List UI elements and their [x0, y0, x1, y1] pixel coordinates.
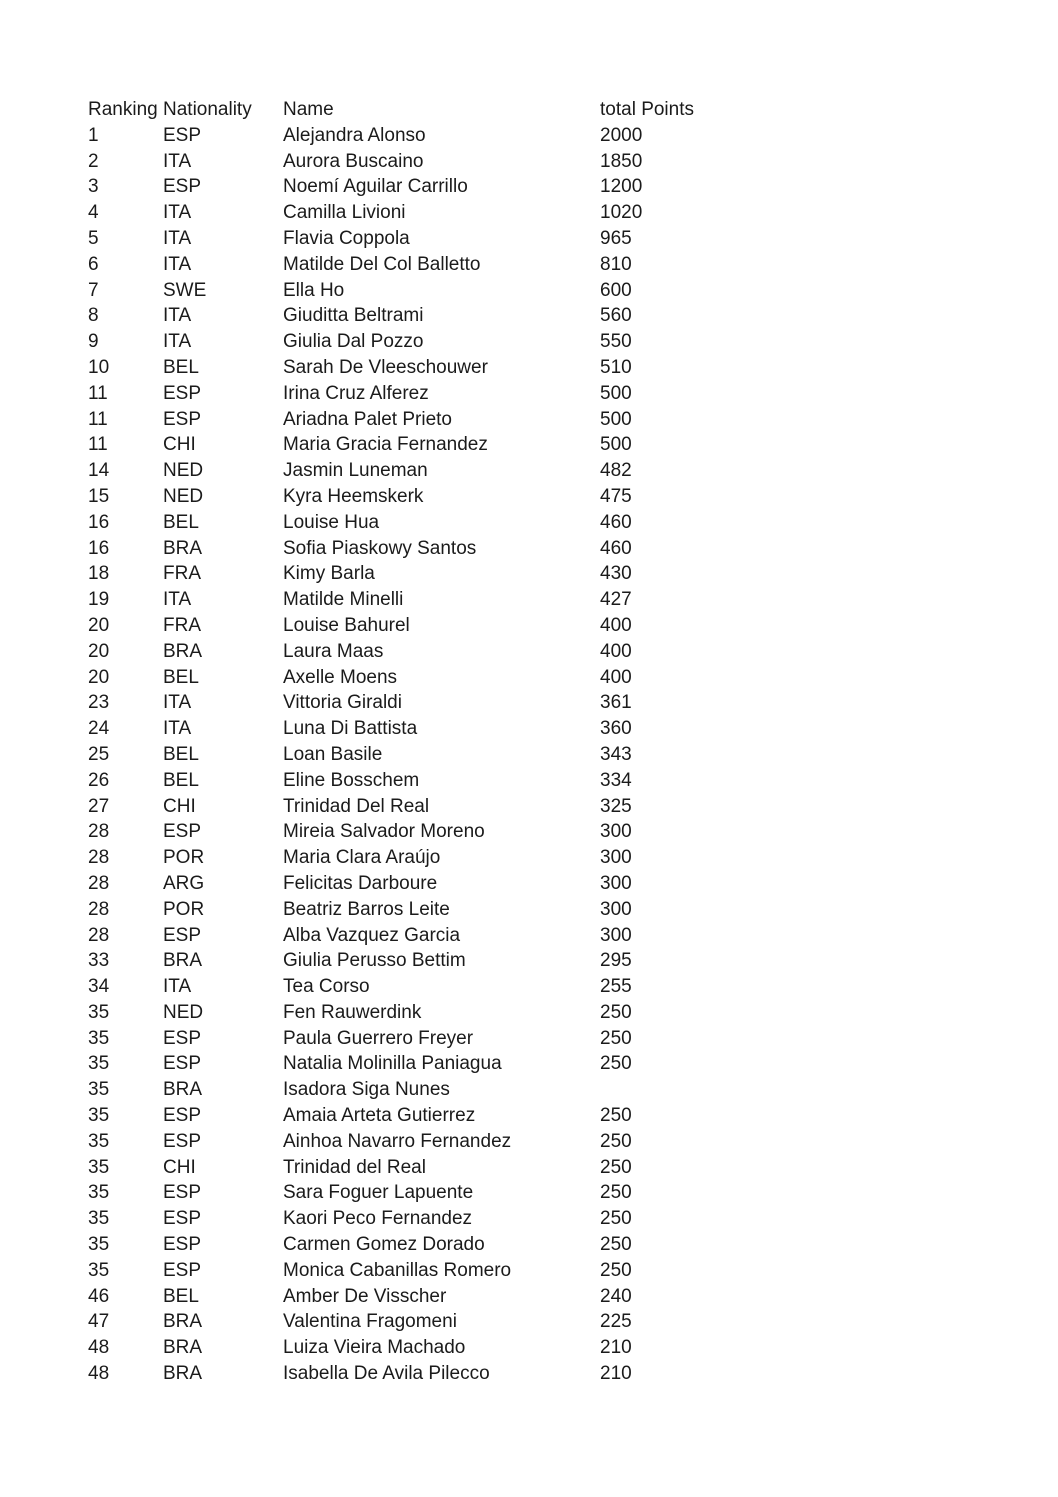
ranking-cell: 9	[88, 331, 99, 353]
points-cell: 334	[600, 769, 632, 791]
points-cell: 325	[600, 795, 632, 817]
points-cell: 250	[600, 1182, 632, 1204]
table-row	[88, 1258, 706, 1284]
name-cell: Ainhoa Navarro Fernandez	[283, 1130, 512, 1152]
name-cell: Carmen Gomez Dorado	[283, 1234, 485, 1256]
nationality-cell: BRA	[163, 950, 203, 972]
points-cell: 500	[600, 408, 632, 430]
ranking-cell: 33	[88, 950, 110, 972]
points-cell: 460	[600, 511, 632, 533]
name-cell: Isabella De Avila Pilecco	[283, 1363, 490, 1385]
nationality-cell: FRA	[163, 614, 201, 636]
table-row	[88, 252, 706, 278]
points-cell: 560	[600, 305, 632, 327]
nationality-cell: ESP	[163, 1208, 202, 1230]
ranking-cell: 7	[88, 279, 99, 301]
nationality-cell: BRA	[163, 1337, 203, 1359]
table-row	[88, 1180, 706, 1206]
points-cell: 300	[600, 872, 632, 894]
points-cell: 965	[600, 227, 632, 249]
ranking-cell: 35	[88, 1182, 110, 1204]
name-cell: Matilde Minelli	[283, 589, 404, 611]
name-cell: Tea Corso	[283, 976, 370, 998]
nationality-cell: ESP	[163, 1105, 202, 1127]
points-cell: 300	[600, 821, 632, 843]
table-row	[88, 923, 706, 949]
ranking-cell: 8	[88, 305, 99, 327]
points-cell: 427	[600, 589, 632, 611]
points-cell: 210	[600, 1363, 632, 1385]
ranking-cell: 16	[88, 537, 110, 559]
points-cell: 240	[600, 1285, 632, 1307]
nationality-cell: ESP	[163, 176, 202, 198]
nationality-cell: BEL	[163, 511, 199, 533]
table-row	[88, 845, 706, 871]
points-cell: 361	[600, 692, 632, 714]
points-cell: 460	[600, 537, 632, 559]
ranking-cell: 2	[88, 150, 99, 172]
ranking-cell: 10	[88, 356, 110, 378]
nationality-cell: ITA	[163, 718, 192, 740]
table-row	[88, 226, 706, 252]
ranking-cell: 20	[88, 614, 110, 636]
points-cell: 400	[600, 614, 632, 636]
table-row	[88, 381, 706, 407]
nationality-cell: ESP	[163, 124, 202, 146]
nationality-cell: ESP	[163, 1259, 202, 1281]
ranking-cell: 48	[88, 1337, 110, 1359]
table-row	[88, 613, 706, 639]
points-cell: 400	[600, 640, 632, 662]
table-row	[88, 871, 706, 897]
points-cell: 250	[600, 1130, 632, 1152]
nationality-cell: ITA	[163, 253, 192, 275]
nationality-cell: CHI	[163, 795, 196, 817]
table-row	[88, 200, 706, 226]
ranking-cell: 35	[88, 1053, 110, 1075]
nationality-cell: ITA	[163, 305, 192, 327]
name-cell: Ariadna Palet Prieto	[283, 408, 452, 430]
points-cell: 300	[600, 847, 632, 869]
table-row	[88, 1026, 706, 1052]
points-cell: 250	[600, 1259, 632, 1281]
ranking-cell: 35	[88, 1234, 110, 1256]
points-cell: 810	[600, 253, 632, 275]
name-cell: Ella Ho	[283, 279, 345, 301]
nationality-cell: BRA	[163, 1311, 203, 1333]
name-cell: Alba Vazquez Garcia	[283, 924, 461, 946]
nationality-cell: ITA	[163, 331, 192, 353]
points-cell: 255	[600, 976, 632, 998]
points-cell: 1850	[600, 150, 643, 172]
ranking-cell: 14	[88, 460, 110, 482]
table-row	[88, 278, 706, 304]
nationality-cell: NED	[163, 1001, 204, 1023]
header-row	[88, 97, 706, 123]
name-cell: Amber De Visscher	[283, 1285, 447, 1307]
nationality-cell: ESP	[163, 408, 202, 430]
points-cell: 500	[600, 434, 632, 456]
ranking-cell: 11	[88, 434, 108, 456]
points-cell: 360	[600, 718, 632, 740]
points-cell: 550	[600, 331, 632, 353]
table-row	[88, 974, 706, 1000]
name-cell: Amaia Arteta Gutierrez	[283, 1105, 476, 1127]
table-row	[88, 1129, 706, 1155]
table-row	[88, 1155, 706, 1181]
ranking-cell: 48	[88, 1363, 110, 1385]
ranking-cell: 3	[88, 176, 99, 198]
ranking-cell: 28	[88, 924, 110, 946]
points-cell: 295	[600, 950, 632, 972]
ranking-cell: 35	[88, 1001, 110, 1023]
nationality-cell: ITA	[163, 589, 192, 611]
name-cell: Flavia Coppola	[283, 227, 410, 249]
table-body	[88, 123, 706, 1387]
name-cell: Irina Cruz Alferez	[283, 382, 429, 404]
ranking-cell: 28	[88, 847, 110, 869]
nationality-cell: NED	[163, 460, 204, 482]
ranking-cell: 35	[88, 1156, 110, 1178]
ranking-cell: 27	[88, 795, 110, 817]
points-cell: 250	[600, 1234, 632, 1256]
points-cell: 600	[600, 279, 632, 301]
nationality-cell: BEL	[163, 1285, 199, 1307]
table-row	[88, 355, 706, 381]
name-cell: Jasmin Luneman	[283, 460, 428, 482]
points-cell: 300	[600, 924, 632, 946]
name-cell: Giuditta Beltrami	[283, 305, 424, 327]
table-row	[88, 1077, 706, 1103]
name-cell: Luna Di Battista	[283, 718, 418, 740]
table-row	[88, 690, 706, 716]
table-row	[88, 1051, 706, 1077]
nationality-cell: SWE	[163, 279, 207, 301]
table-row	[88, 768, 706, 794]
points-cell: 510	[600, 356, 632, 378]
points-cell: 250	[600, 1208, 632, 1230]
nationality-cell: NED	[163, 485, 204, 507]
ranking-cell: 1	[88, 124, 99, 146]
table-header	[88, 97, 706, 123]
ranking-cell: 28	[88, 821, 110, 843]
name-cell: Noemí Aguilar Carrillo	[283, 176, 468, 198]
column-header-total-points: total Points	[600, 99, 694, 120]
name-cell: Kyra Heemskerk	[283, 485, 424, 507]
ranking-cell: 4	[88, 202, 99, 224]
table-row	[88, 329, 706, 355]
points-cell: 250	[600, 1027, 632, 1049]
table-row	[88, 484, 706, 510]
table-row	[88, 432, 706, 458]
table-row	[88, 897, 706, 923]
name-cell: Vittoria Giraldi	[283, 692, 402, 714]
table-row	[88, 458, 706, 484]
ranking-table	[88, 97, 706, 1387]
ranking-cell: 28	[88, 898, 110, 920]
name-cell: Axelle Moens	[283, 666, 398, 688]
table-row	[88, 742, 706, 768]
name-cell: Matilde Del Col Balletto	[283, 253, 481, 275]
name-cell: Monica Cabanillas Romero	[283, 1259, 512, 1281]
points-cell: 430	[600, 563, 632, 585]
nationality-cell: ESP	[163, 1053, 202, 1075]
name-cell: Maria Clara Araújo	[283, 847, 441, 869]
ranking-cell: 35	[88, 1079, 110, 1101]
table-row	[88, 819, 706, 845]
name-cell: Loan Basile	[283, 743, 383, 765]
points-cell: 475	[600, 485, 632, 507]
name-cell: Alejandra Alonso	[283, 124, 426, 146]
nationality-cell: POR	[163, 847, 205, 869]
table-row	[88, 639, 706, 665]
name-cell: Fen Rauwerdink	[283, 1001, 422, 1023]
name-cell: Sofia Piaskowy Santos	[283, 537, 477, 559]
nationality-cell: FRA	[163, 563, 201, 585]
nationality-cell: BRA	[163, 1079, 203, 1101]
points-cell	[600, 1077, 706, 1103]
ranking-cell: 25	[88, 743, 110, 765]
table-row	[88, 1309, 706, 1335]
table-row	[88, 149, 706, 175]
points-cell: 225	[600, 1311, 632, 1333]
name-cell: Paula Guerrero Freyer	[283, 1027, 474, 1049]
nationality-cell: CHI	[163, 434, 196, 456]
name-cell: Eline Bosschem	[283, 769, 420, 791]
ranking-cell: 20	[88, 640, 110, 662]
nationality-cell: BRA	[163, 1363, 203, 1385]
points-cell: 250	[600, 1105, 632, 1127]
name-cell: Laura Maas	[283, 640, 384, 662]
table-row	[88, 1103, 706, 1129]
table-row	[88, 587, 706, 613]
name-cell: Sarah De Vleeschouwer	[283, 356, 488, 378]
column-header-name: Name	[283, 99, 334, 120]
nationality-cell: ESP	[163, 1234, 202, 1256]
ranking-cell: 5	[88, 227, 99, 249]
table-row	[88, 794, 706, 820]
nationality-cell: ITA	[163, 976, 192, 998]
ranking-cell: 26	[88, 769, 110, 791]
name-cell: Trinidad Del Real	[283, 795, 430, 817]
column-header-nationality: Nationality	[163, 99, 252, 120]
name-cell: Louise Hua	[283, 511, 380, 533]
table-row	[88, 665, 706, 691]
nationality-cell: BEL	[163, 743, 199, 765]
name-cell: Kaori Peco Fernandez	[283, 1208, 473, 1230]
ranking-cell: 19	[88, 589, 110, 611]
ranking-cell: 46	[88, 1285, 110, 1307]
name-cell: Louise Bahurel	[283, 614, 410, 636]
table-row	[88, 407, 706, 433]
points-cell: 500	[600, 382, 632, 404]
ranking-cell: 28	[88, 872, 110, 894]
nationality-cell: ESP	[163, 924, 202, 946]
nationality-cell: BEL	[163, 356, 199, 378]
table-row	[88, 1361, 706, 1387]
points-cell: 250	[600, 1053, 632, 1075]
column-header-ranking: Ranking	[88, 99, 158, 120]
nationality-cell: ARG	[163, 872, 205, 894]
ranking-cell: 23	[88, 692, 110, 714]
ranking-cell: 47	[88, 1311, 110, 1333]
name-cell: Isadora Siga Nunes	[283, 1079, 450, 1101]
nationality-cell: BEL	[163, 666, 199, 688]
nationality-cell: ITA	[163, 692, 192, 714]
name-cell: Trinidad del Real	[283, 1156, 426, 1178]
table-row	[88, 561, 706, 587]
nationality-cell: CHI	[163, 1156, 196, 1178]
document-page	[88, 97, 706, 1387]
points-cell: 400	[600, 666, 632, 688]
name-cell: Camilla Livioni	[283, 202, 406, 224]
ranking-cell: 34	[88, 976, 110, 998]
nationality-cell: ITA	[163, 202, 192, 224]
table-row	[88, 1206, 706, 1232]
ranking-cell: 15	[88, 485, 110, 507]
table-row	[88, 303, 706, 329]
table-row	[88, 536, 706, 562]
points-cell: 250	[600, 1001, 632, 1023]
ranking-cell: 35	[88, 1130, 110, 1152]
nationality-cell: ITA	[163, 150, 192, 172]
ranking-cell: 11	[88, 382, 108, 404]
ranking-cell: 35	[88, 1105, 110, 1127]
nationality-cell: BRA	[163, 640, 203, 662]
name-cell: Giulia Dal Pozzo	[283, 331, 424, 353]
table-row	[88, 948, 706, 974]
name-cell: Sara Foguer Lapuente	[283, 1182, 474, 1204]
ranking-cell: 6	[88, 253, 99, 275]
points-cell: 1200	[600, 176, 643, 198]
ranking-cell: 35	[88, 1027, 110, 1049]
nationality-cell: ESP	[163, 382, 202, 404]
table-row	[88, 1284, 706, 1310]
points-cell: 1020	[600, 202, 643, 224]
points-cell: 210	[600, 1337, 632, 1359]
nationality-cell: ESP	[163, 1182, 202, 1204]
nationality-cell: BRA	[163, 537, 203, 559]
nationality-cell: POR	[163, 898, 205, 920]
name-cell: Giulia Perusso Bettim	[283, 950, 466, 972]
name-cell: Kimy Barla	[283, 563, 375, 585]
table-row	[88, 1232, 706, 1258]
table-row	[88, 1335, 706, 1361]
name-cell: Luiza Vieira Machado	[283, 1337, 466, 1359]
nationality-cell: ESP	[163, 1130, 202, 1152]
nationality-cell: ESP	[163, 821, 202, 843]
points-cell: 250	[600, 1156, 632, 1178]
table-row	[88, 510, 706, 536]
ranking-cell: 18	[88, 563, 110, 585]
table-row	[88, 174, 706, 200]
ranking-cell: 35	[88, 1259, 110, 1281]
ranking-cell: 35	[88, 1208, 110, 1230]
name-cell: Aurora Buscaino	[283, 150, 424, 172]
table-row	[88, 1000, 706, 1026]
name-cell: Beatriz Barros Leite	[283, 898, 450, 920]
ranking-cell: 20	[88, 666, 110, 688]
name-cell: Valentina Fragomeni	[283, 1311, 457, 1333]
nationality-cell: ITA	[163, 227, 192, 249]
nationality-cell: ESP	[163, 1027, 202, 1049]
table-row	[88, 716, 706, 742]
table-row	[88, 123, 706, 149]
name-cell: Mireia Salvador Moreno	[283, 821, 485, 843]
points-cell: 2000	[600, 124, 643, 146]
points-cell: 482	[600, 460, 632, 482]
name-cell: Natalia Molinilla Paniagua	[283, 1053, 502, 1075]
nationality-cell: BEL	[163, 769, 199, 791]
ranking-cell: 11	[88, 408, 108, 430]
name-cell: Maria Gracia Fernandez	[283, 434, 488, 456]
ranking-cell: 16	[88, 511, 110, 533]
points-cell: 343	[600, 743, 632, 765]
ranking-cell: 24	[88, 718, 110, 740]
points-cell: 300	[600, 898, 632, 920]
name-cell: Felicitas Darboure	[283, 872, 438, 894]
